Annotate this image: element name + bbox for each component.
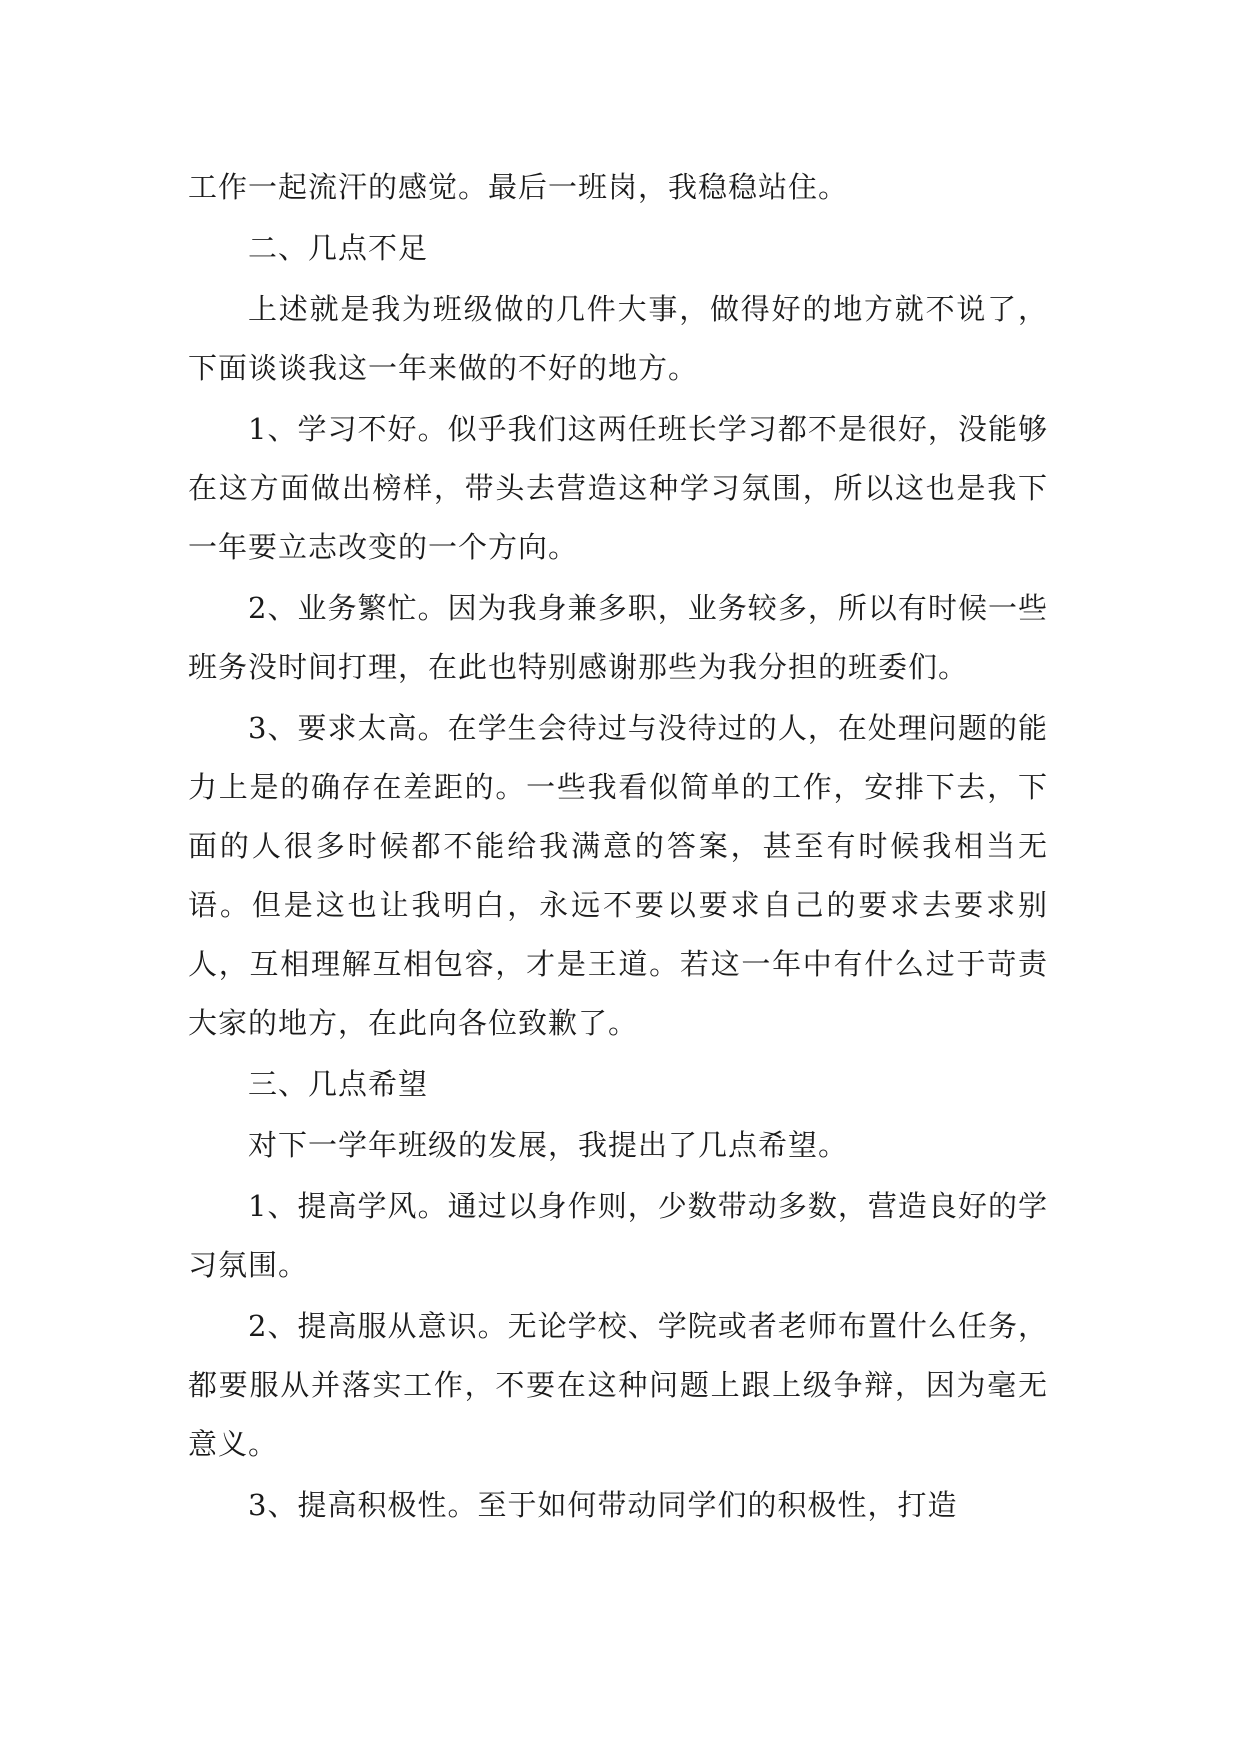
paragraph: 1、提高学风。通过以身作则，少数带动多数，营造良好的学习氛围。 xyxy=(188,1189,1048,1282)
paragraph: 2、提高服从意识。无论学校、学院或者老师布置什么任务，都要服从并落实工作，不要在这种问题上跟上级争辩，因为毫无意义。 xyxy=(188,1309,1048,1461)
paragraph: 对下一学年班级的发展，我提出了几点希望。 xyxy=(248,1128,849,1162)
paragraph: 1、学习不好。似乎我们这两任班长学习都不是很好，没能够在这方面做出榜样，带头去营造这种学习氛围，所以这也是我下一年要立志改变的一个方向。 xyxy=(188,412,1048,564)
document-body xyxy=(188,158,1048,1537)
section-heading-shortcomings: 二、几点不足 xyxy=(248,231,429,265)
paragraph: 3、提高积极性。至于如何带动同学们的积极性，打造 xyxy=(248,1488,958,1522)
paragraph: 上述就是我为班级做的几件大事，做得好的地方就不说了，下面谈谈我这一年来做的不好的地方。 xyxy=(188,292,1048,385)
paragraph: 2、业务繁忙。因为我身兼多职，业务较多，所以有时候一些班务没时间打理，在此也特别感谢那些为我分担的班委们。 xyxy=(188,591,1048,684)
paragraph: 3、要求太高。在学生会待过与没待过的人，在处理问题的能力上是的确存在差距的。一些我看似简单的工作，安排下去，下面的人很多时候都不能给我满意的答案，甚至有时候我相当无语。但是这也让我明白，永远不要以要求自己的要求去要求别人，互相理解互相包容，才是王道。若这一年中有什么过于苛责大家的地方，在此向各位致歉了。 xyxy=(188,711,1048,1040)
section-heading-hopes: 三、几点希望 xyxy=(248,1067,429,1101)
paragraph-continuation: 工作一起流汗的感觉。最后一班岗，我稳稳站住。 xyxy=(188,170,849,204)
